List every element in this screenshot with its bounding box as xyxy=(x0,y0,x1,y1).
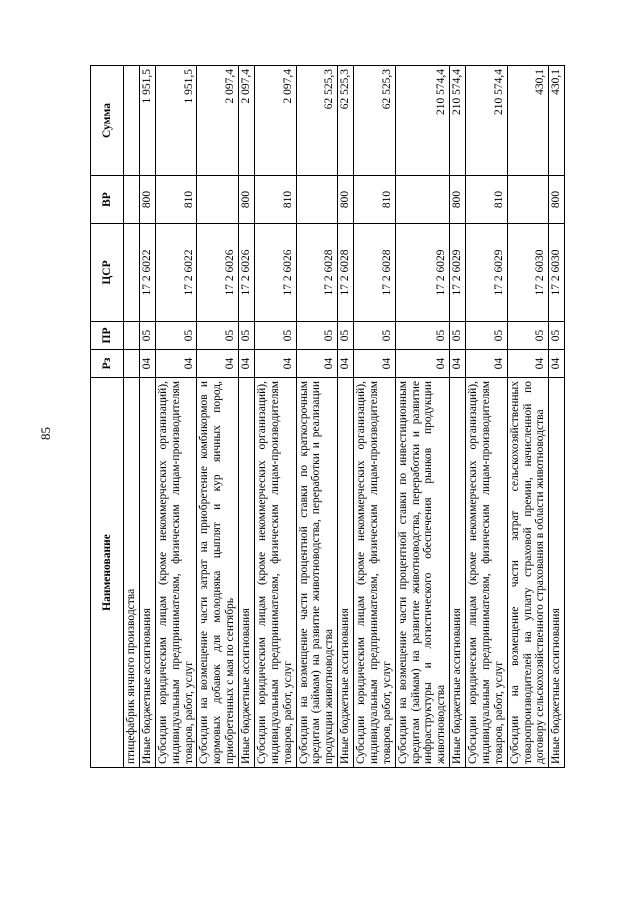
cell-vr: 810 xyxy=(254,176,296,224)
cell-csr: 17 2 6026 xyxy=(254,224,296,322)
cell-rz: 04 xyxy=(139,350,155,378)
cell-sum: 62 525,3 xyxy=(296,66,338,176)
cell-rz xyxy=(124,350,140,378)
table-row xyxy=(296,66,338,768)
cell-pr: 05 xyxy=(450,322,466,350)
cell-sum: 2 097,4 xyxy=(239,66,255,176)
cell-vr: 800 xyxy=(139,176,155,224)
cell-pr: 05 xyxy=(395,322,450,350)
cell-pr: 05 xyxy=(296,322,338,350)
cell-pr: 05 xyxy=(507,322,549,350)
header-csr: ЦСР xyxy=(91,224,124,322)
cell-rz: 04 xyxy=(450,350,466,378)
cell-vr: 800 xyxy=(239,176,255,224)
cell-sum: 210 574,4 xyxy=(395,66,450,176)
budget-table xyxy=(90,65,565,768)
cell-csr: 17 2 6029 xyxy=(466,224,508,322)
cell-rz: 04 xyxy=(296,350,338,378)
cell-sum xyxy=(124,66,140,176)
cell-name: Иные бюджетные ассигнования xyxy=(549,378,565,768)
page-number: 85 xyxy=(38,427,53,440)
cell-rz: 04 xyxy=(254,350,296,378)
cell-name: Субсидии юридическим лицам (кроме некоммерческих организаций), индивидуальным предпринимателям, физическим лицам-производителям товаров, работ, услуг xyxy=(466,378,508,768)
cell-name: Иные бюджетные ассигнования xyxy=(450,378,466,768)
table-row xyxy=(466,66,508,768)
cell-csr: 17 2 6029 xyxy=(450,224,466,322)
cell-rz: 04 xyxy=(507,350,549,378)
table-row xyxy=(354,66,396,768)
table-row xyxy=(507,66,549,768)
cell-csr: 17 2 6022 xyxy=(139,224,155,322)
rotated-table-wrapper xyxy=(90,66,565,768)
cell-sum: 1 951,5 xyxy=(155,66,197,176)
cell-rz: 04 xyxy=(354,350,396,378)
cell-pr: 05 xyxy=(338,322,354,350)
table-row xyxy=(239,66,255,768)
table-row xyxy=(155,66,197,768)
cell-rz: 04 xyxy=(395,350,450,378)
cell-pr: 05 xyxy=(139,322,155,350)
cell-name: Субсидии юридическим лицам (кроме некоммерческих организаций), индивидуальным предпринимателям, физическим лицам-производителям товаров, работ, услуг xyxy=(254,378,296,768)
cell-csr: 17 2 6022 xyxy=(155,224,197,322)
cell-vr xyxy=(296,176,338,224)
cell-sum: 62 525,3 xyxy=(354,66,396,176)
cell-rz: 04 xyxy=(466,350,508,378)
cell-name: Иные бюджетные ассигнования xyxy=(239,378,255,768)
cell-pr xyxy=(124,322,140,350)
table-body xyxy=(124,66,565,768)
cell-vr xyxy=(395,176,450,224)
cell-vr: 810 xyxy=(155,176,197,224)
cell-pr: 05 xyxy=(197,322,239,350)
cell-csr: 17 2 6028 xyxy=(354,224,396,322)
cell-csr: 17 2 6028 xyxy=(296,224,338,322)
cell-sum: 1 951,5 xyxy=(139,66,155,176)
cell-vr: 800 xyxy=(549,176,565,224)
cell-vr xyxy=(507,176,549,224)
cell-name: птицефабрик яичного производства xyxy=(124,378,140,768)
cell-vr: 800 xyxy=(450,176,466,224)
cell-name: Субсидии юридическим лицам (кроме некоммерческих организаций), индивидуальным предпринимателям, физическим лицам-производителям товаров, работ, услуг xyxy=(354,378,396,768)
table-row xyxy=(254,66,296,768)
cell-csr: 17 2 6029 xyxy=(395,224,450,322)
cell-sum: 2 097,4 xyxy=(254,66,296,176)
cell-sum: 210 574,4 xyxy=(450,66,466,176)
table-row xyxy=(395,66,450,768)
header-vr: ВР xyxy=(91,176,124,224)
cell-vr xyxy=(124,176,140,224)
table-row xyxy=(450,66,466,768)
cell-rz: 04 xyxy=(549,350,565,378)
cell-sum: 430,1 xyxy=(549,66,565,176)
table-row xyxy=(139,66,155,768)
cell-name: Субсидии юридическим лицам (кроме некоммерческих организаций), индивидуальным предпринимателям, физическим лицам-производителям товаров, работ, услуг xyxy=(155,378,197,768)
cell-pr: 05 xyxy=(239,322,255,350)
cell-vr xyxy=(197,176,239,224)
cell-csr: 17 2 6028 xyxy=(338,224,354,322)
table-row xyxy=(124,66,140,768)
cell-pr: 05 xyxy=(466,322,508,350)
cell-sum: 210 574,4 xyxy=(466,66,508,176)
cell-sum: 430,1 xyxy=(507,66,549,176)
cell-rz: 04 xyxy=(155,350,197,378)
table-header-row xyxy=(91,66,124,768)
cell-name: Иные бюджетные ассигнования xyxy=(338,378,354,768)
cell-rz: 04 xyxy=(239,350,255,378)
cell-sum: 2 097,4 xyxy=(197,66,239,176)
cell-rz: 04 xyxy=(338,350,354,378)
cell-csr: 17 2 6026 xyxy=(197,224,239,322)
table-row xyxy=(549,66,565,768)
cell-rz: 04 xyxy=(197,350,239,378)
cell-name: Субсидии на возмещение части процентной ставки по инвестиционным кредитам (займам) на развитие животноводства, переработки и развитие инфраструктуры и логистического обеспечения рынков продукции животноводства xyxy=(395,378,450,768)
cell-pr: 05 xyxy=(155,322,197,350)
cell-name: Субсидии на возмещение части затрат на приобретение комбикормов и кормовых добавок для молодняка цыплят и кур яичных пород, приобретенных с мая по сентябрь xyxy=(197,378,239,768)
cell-csr xyxy=(124,224,140,322)
table-row xyxy=(197,66,239,768)
cell-name: Субсидии на возмещение части процентной ставки по краткосрочным кредитам (займам) на развитие животноводства, переработки и реализации продукции животноводства xyxy=(296,378,338,768)
cell-csr: 17 2 6030 xyxy=(549,224,565,322)
header-pr: ПР xyxy=(91,322,124,350)
cell-pr: 05 xyxy=(549,322,565,350)
cell-csr: 17 2 6026 xyxy=(239,224,255,322)
cell-csr: 17 2 6030 xyxy=(507,224,549,322)
cell-vr: 800 xyxy=(338,176,354,224)
header-rz: Рз xyxy=(91,350,124,378)
header-sum: Сумма xyxy=(91,66,124,176)
cell-vr: 810 xyxy=(466,176,508,224)
cell-name: Субсидии на возмещение части затрат сельскохозяйственных товаропроизводителей на уплату страховой премии, начисленной по договору сельскохозяйственного страхования в области животноводства xyxy=(507,378,549,768)
cell-pr: 05 xyxy=(354,322,396,350)
cell-sum: 62 525,3 xyxy=(338,66,354,176)
cell-name: Иные бюджетные ассигнования xyxy=(139,378,155,768)
table-row xyxy=(338,66,354,768)
cell-pr: 05 xyxy=(254,322,296,350)
cell-vr: 810 xyxy=(354,176,396,224)
header-name: Наименование xyxy=(91,378,124,768)
